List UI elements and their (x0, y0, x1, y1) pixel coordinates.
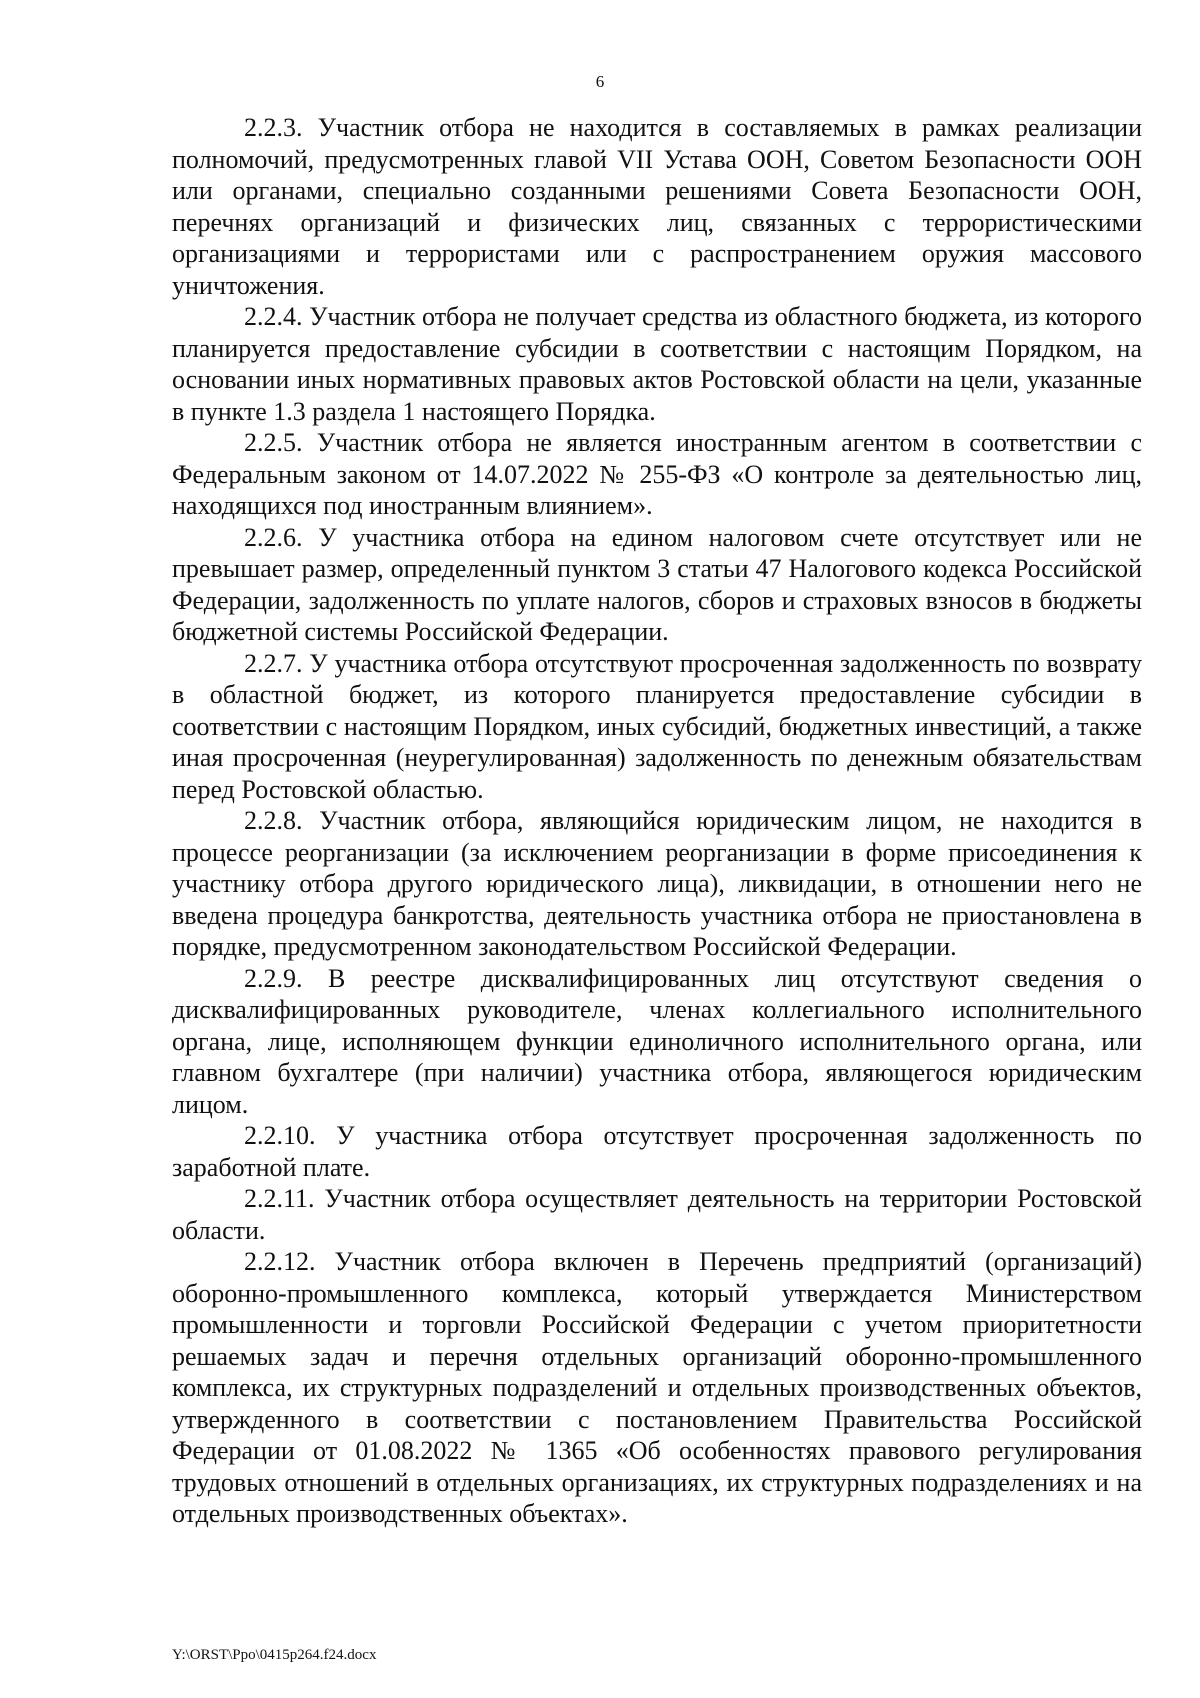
page-number: 6 (595, 72, 605, 91)
paragraph-2-2-3: 2.2.3. Участник отбора не находится в составляемых в рамках реализации полномочий, предусмотренных главой VII Устава ООН, Советом Безопасности ООН или органами, специально созданными решениями Совета Безопасности ООН, перечнях организаций и физических лиц, связанных с террористическими организациями и террористами или с распространением оружия массового уничтожения. (172, 113, 1142, 300)
paragraph-2-2-11: 2.2.11. Участник отбора осуществляет деятельность на территории Ростовской области. (172, 1184, 1142, 1245)
paragraph-2-2-9: 2.2.9. В реестре дисквалифицированных лиц отсутствуют сведения о дисквалифицированных руководителе, членах коллегиального исполнительного органа, лице, исполняющем функции единоличного исполнительного органа, или главном бухгалтере (при наличии) участника отбора, являющегося юридическим лицом. (172, 963, 1142, 1119)
paragraph-2-2-12: 2.2.12. Участник отбора включен в Перечень предприятий (организаций) оборонно-промышленного комплекса, который утверждается Министерством промышленности и торговли Российской Федерации с учетом приоритетности решаемых задач и перечня отдельных организаций оборонно-промышленного комплекса, их структурных подразделений и отдельных производственных объектов, утвержденного в соответствии с постановлением Правительства Российской Федерации от 01.08.2022 № 1365 «Об особенностях правового регулирования трудовых отношений в отдельных организациях, их структурных подразделениях и на отдельных производственных объектах». (172, 1247, 1142, 1528)
paragraph-2-2-7: 2.2.7. У участника отбора отсутствуют просроченная задолженность по возврату в областной бюджет, из которого планируется предоставление субсидии в соответствии с настоящим Порядком, иных субсидий, бюджетных инвестиций, а также иная просроченная (неурегулированная) задолженность по денежным обязательствам перед Ростовской областью. (172, 648, 1142, 804)
document-body (172, 112, 1142, 1530)
paragraph-2-2-8: 2.2.8. Участник отбора, являющийся юридическим лицом, не находится в процессе реорганизации (за исключением реорганизации в форме присоединения к участнику отбора другого юридического лица), ликвидации, в отношении него не введена процедура банкротства, деятельность участника отбора не приостановлена в порядке, предусмотренном законодательством Российской Федерации. (172, 806, 1142, 961)
paragraph-2-2-10: 2.2.10. У участника отбора отсутствует просроченная задолженность по заработной плате. (172, 1121, 1142, 1182)
paragraph-2-2-4: 2.2.4. Участник отбора не получает средства из областного бюджета, из которого планируется предоставление субсидии в соответствии с настоящим Порядком, на основании иных нормативных правовых актов Ростовской области на цели, указанные в пункте 1.3 раздела 1 настоящего Порядка. (172, 302, 1142, 426)
paragraph-2-2-6: 2.2.6. У участника отбора на едином налоговом счете отсутствует или не превышает размер, определенный пунктом 3 статьи 47 Налогового кодекса Российской Федерации, задолженность по уплате налогов, сборов и страховых взносов в бюджеты бюджетной системы Российской Федерации. (172, 522, 1142, 646)
paragraph-2-2-5: 2.2.5. Участник отбора не является иностранным агентом в соответствии с Федеральным законом от 14.07.2022 № 255-ФЗ «О контроле за деятельностью лиц, находящихся под иностранным влиянием». (172, 428, 1142, 520)
file-path-footer: Y:\ORST\Ppo\0415p264.f24.docx (172, 1647, 377, 1663)
